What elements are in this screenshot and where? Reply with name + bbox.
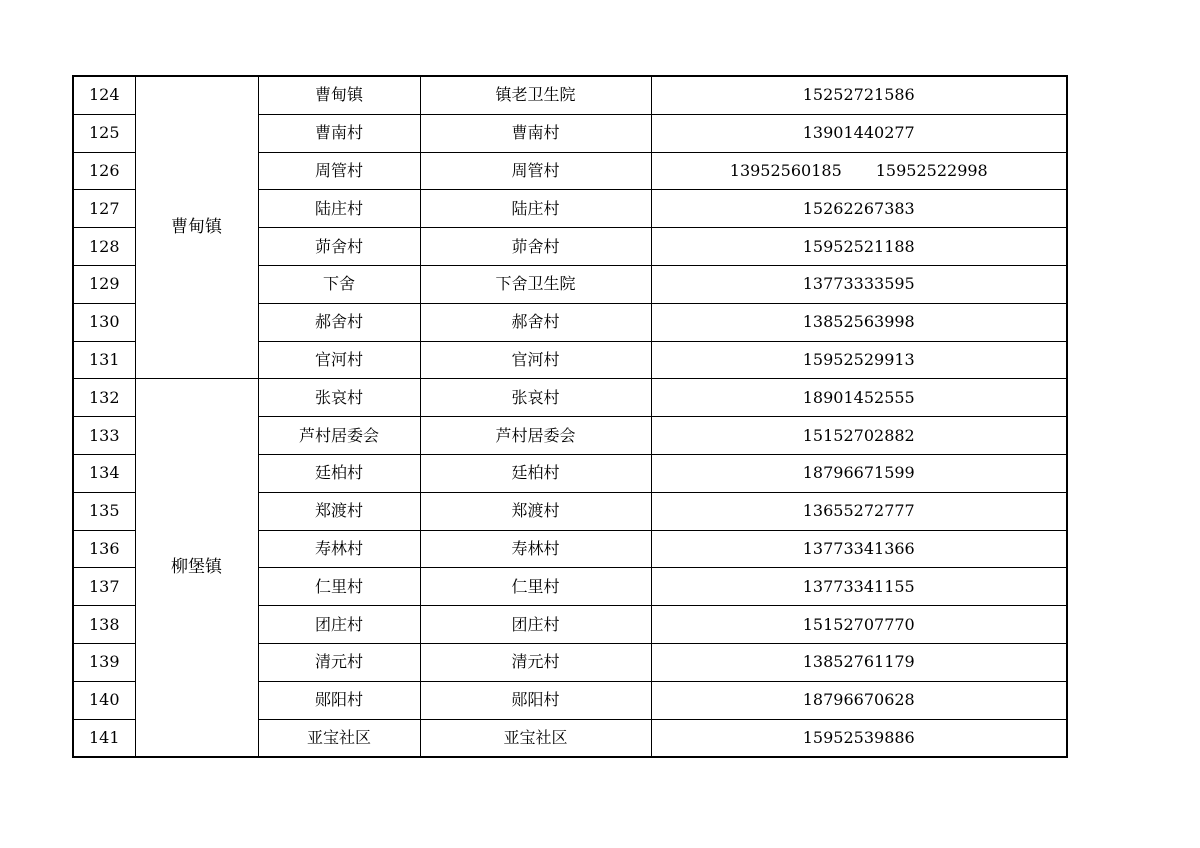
phone-cell: [651, 606, 1067, 644]
row-number: 139: [73, 643, 135, 681]
village-cell: 陆庄村: [258, 190, 420, 228]
unit-cell: 寿林村: [420, 530, 651, 568]
village-cell: 下舍: [258, 265, 420, 303]
unit-cell: 团庄村: [420, 606, 651, 644]
phone-number: 13952560185: [729, 160, 842, 180]
phone-number: 15952521188: [802, 236, 915, 256]
phone-cell: [651, 265, 1067, 303]
row-number: 129: [73, 265, 135, 303]
row-number: 141: [73, 719, 135, 757]
village-cell: 团庄村: [258, 606, 420, 644]
phone-cell: [651, 303, 1067, 341]
village-cell: 寿林村: [258, 530, 420, 568]
unit-cell: 陆庄村: [420, 190, 651, 228]
contact-table: [72, 75, 1068, 758]
phone-number: 13901440277: [802, 123, 915, 143]
unit-cell: 亚宝社区: [420, 719, 651, 757]
row-number: 131: [73, 341, 135, 379]
unit-cell: 下舍卫生院: [420, 265, 651, 303]
phone-number: 15152702882: [802, 425, 915, 445]
village-cell: 曹甸镇: [258, 76, 420, 114]
phone-cell: [651, 454, 1067, 492]
unit-cell: 镇老卫生院: [420, 76, 651, 114]
unit-cell: 曹南村: [420, 114, 651, 152]
unit-cell: 郑渡村: [420, 492, 651, 530]
village-cell: 郝舍村: [258, 303, 420, 341]
row-number: 140: [73, 681, 135, 719]
phone-cell: [651, 681, 1067, 719]
row-number: 133: [73, 417, 135, 455]
phone-number: 15262267383: [802, 198, 915, 218]
phone-number: 15952539886: [802, 727, 915, 747]
phone-number: 18796670628: [802, 690, 915, 710]
phone-cell: [651, 228, 1067, 266]
unit-cell: 廷柏村: [420, 454, 651, 492]
village-cell: 芦村居委会: [258, 417, 420, 455]
village-cell: 仁里村: [258, 568, 420, 606]
phone-cell: [651, 114, 1067, 152]
phone-cell: [651, 568, 1067, 606]
phone-cell: [651, 530, 1067, 568]
village-cell: 张哀村: [258, 379, 420, 417]
phone-cell: [651, 417, 1067, 455]
row-number: 127: [73, 190, 135, 228]
row-number: 126: [73, 152, 135, 190]
village-cell: 周管村: [258, 152, 420, 190]
phone-number: 13773341155: [802, 576, 915, 596]
unit-cell: 清元村: [420, 643, 651, 681]
row-number: 130: [73, 303, 135, 341]
row-number: 128: [73, 228, 135, 266]
contact-table-body: [73, 76, 1067, 757]
row-number: 137: [73, 568, 135, 606]
phone-number: 15152707770: [802, 614, 915, 634]
phone-number: 18796671599: [802, 463, 915, 483]
unit-cell: 郝舍村: [420, 303, 651, 341]
phone-number: 15952522998: [875, 160, 988, 180]
phone-number: 15252721586: [802, 85, 915, 105]
phone-number: 15952529913: [802, 349, 915, 369]
village-cell: 亚宝社区: [258, 719, 420, 757]
phone-number: 13773333595: [802, 274, 915, 294]
village-cell: 郧阳村: [258, 681, 420, 719]
village-cell: 曹南村: [258, 114, 420, 152]
town-cell: 柳堡镇: [135, 379, 258, 757]
unit-cell: 郧阳村: [420, 681, 651, 719]
unit-cell: 芦村居委会: [420, 417, 651, 455]
phone-cell: [651, 190, 1067, 228]
table-row: [73, 379, 1067, 417]
town-cell: 曹甸镇: [135, 76, 258, 379]
village-cell: 廷柏村: [258, 454, 420, 492]
phone-cell: [651, 492, 1067, 530]
phone-number: 13852761179: [802, 652, 915, 672]
phone-number: 13655272777: [802, 501, 915, 521]
unit-cell: 周管村: [420, 152, 651, 190]
row-number: 136: [73, 530, 135, 568]
phone-cell: [651, 152, 1067, 190]
phone-cell: [651, 341, 1067, 379]
row-number: 135: [73, 492, 135, 530]
row-number: 134: [73, 454, 135, 492]
phone-cell: [651, 379, 1067, 417]
phone-cell: [651, 76, 1067, 114]
phone-number: 13773341366: [802, 538, 915, 558]
unit-cell: 官河村: [420, 341, 651, 379]
row-number: 132: [73, 379, 135, 417]
row-number: 125: [73, 114, 135, 152]
unit-cell: 茆舍村: [420, 228, 651, 266]
row-number: 138: [73, 606, 135, 644]
unit-cell: 仁里村: [420, 568, 651, 606]
village-cell: 郑渡村: [258, 492, 420, 530]
phone-number: 18901452555: [802, 387, 915, 407]
unit-cell: 张哀村: [420, 379, 651, 417]
phone-number: 13852563998: [802, 312, 915, 332]
village-cell: 茆舍村: [258, 228, 420, 266]
village-cell: 清元村: [258, 643, 420, 681]
phone-cell: [651, 719, 1067, 757]
row-number: 124: [73, 76, 135, 114]
table-row: [73, 76, 1067, 114]
village-cell: 官河村: [258, 341, 420, 379]
phone-cell: [651, 643, 1067, 681]
